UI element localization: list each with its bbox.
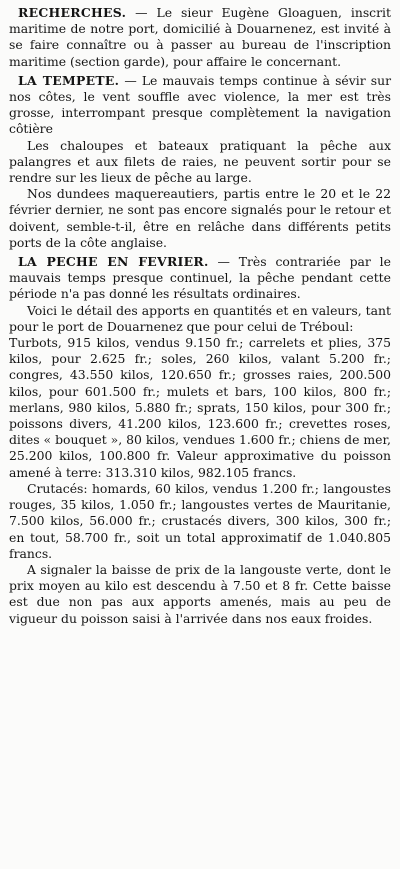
tempete-heading: LA TEMPETE. — [18, 72, 120, 88]
tempete-text: — Le mauvais temps continue à sévir sur nos côtes, le vent souffle avec violence, la mer est très grosse, interrompant presque complètement la navigation côtière — [9, 72, 392, 137]
recherches-heading: RECHERCHES. — [18, 5, 127, 20]
recherches-text: — Le sieur Eugène Gloaguen, inscrit maritime de notre port, domicilié à Douarnenez, est invité à se faire connaître ou à passer au bureau de l'inscription maritime (section garde), pour affaire le concernant. — [9, 5, 391, 69]
peche-text: — Très contrariée par le mauvais temps presque continuel, la pêche pendant cette période n'a pas donné les résultats ordinaires. — [9, 254, 391, 302]
tempete-paragraph — [9, 73, 391, 138]
peche-paragraph-2: Voici le détail des apports en quantités et en valeurs, tant pour le port de Douarnenez que pour celui de Tréboul: — [9, 302, 391, 334]
peche-paragraph-4: Crutacés: homards, 60 kilos, vendus 1.200 fr.; langoustes rouges, 35 kilos, 1.050 fr.; langoustes vertes de Mauritanie, 7.500 kilos, 56.000 fr.; crustacés divers, 300 kilos, 300 fr.; en tout, 58.700 fr., soit un total approximatif de 1.040.805 francs. — [9, 480, 391, 561]
peche-heading: LA PECHE EN FEVRIER. — [18, 254, 209, 270]
peche-paragraph-3: Turbots, 915 kilos, vendus 9.150 fr.; carrelets et plies, 375 kilos, pour 2.625 fr.; soles, 260 kilos, valant 5.200 fr.; congres, 43.550 kilos, 120.650 fr.; grosses raies, 200.500 kilos, pour 601.500 fr.; mulets et bars, 100 kilos, 800 fr.; merlans, 980 kilos, 5.880 fr.; sprats, 150 kilos, pour 300 fr.; poissons divers, 41.200 kilos, 123.600 fr.; crevettes roses, dites « bouquet », 80 kilos, vendues 1.600 fr.; chiens de mer, 25.200 kilos, 100.800 fr. Valeur approximative du poisson amené à terre: 313.310 kilos, 982.105 francs. — [9, 335, 391, 480]
tempete-paragraph-3: Nos dundees maquereautiers, partis entre le 20 et le 22 février dernier, ne sont pas encore signalés pour le retour et doivent, semble-t-il, être en relâche dans différents petits ports de la côte anglaise. — [9, 186, 391, 250]
peche-paragraph-5: A signaler la baisse de prix de la langouste verte, dont le prix moyen au kilo est descendu à 7.50 et 8 fr. Cette baisse est due non pas aux apports amenés, mais au peu de vigueur du poisson saisi à l'arrivée dans nos eaux froides. — [9, 561, 391, 626]
peche-paragraph — [9, 254, 391, 303]
tempete-paragraph-2: Les chaloupes et bateaux pratiquant la pêche aux palangres et aux filets de raies, ne peuvent sortir pour se rendre sur les lieux de pêche au large. — [9, 137, 391, 186]
recherches-paragraph — [9, 5, 391, 70]
